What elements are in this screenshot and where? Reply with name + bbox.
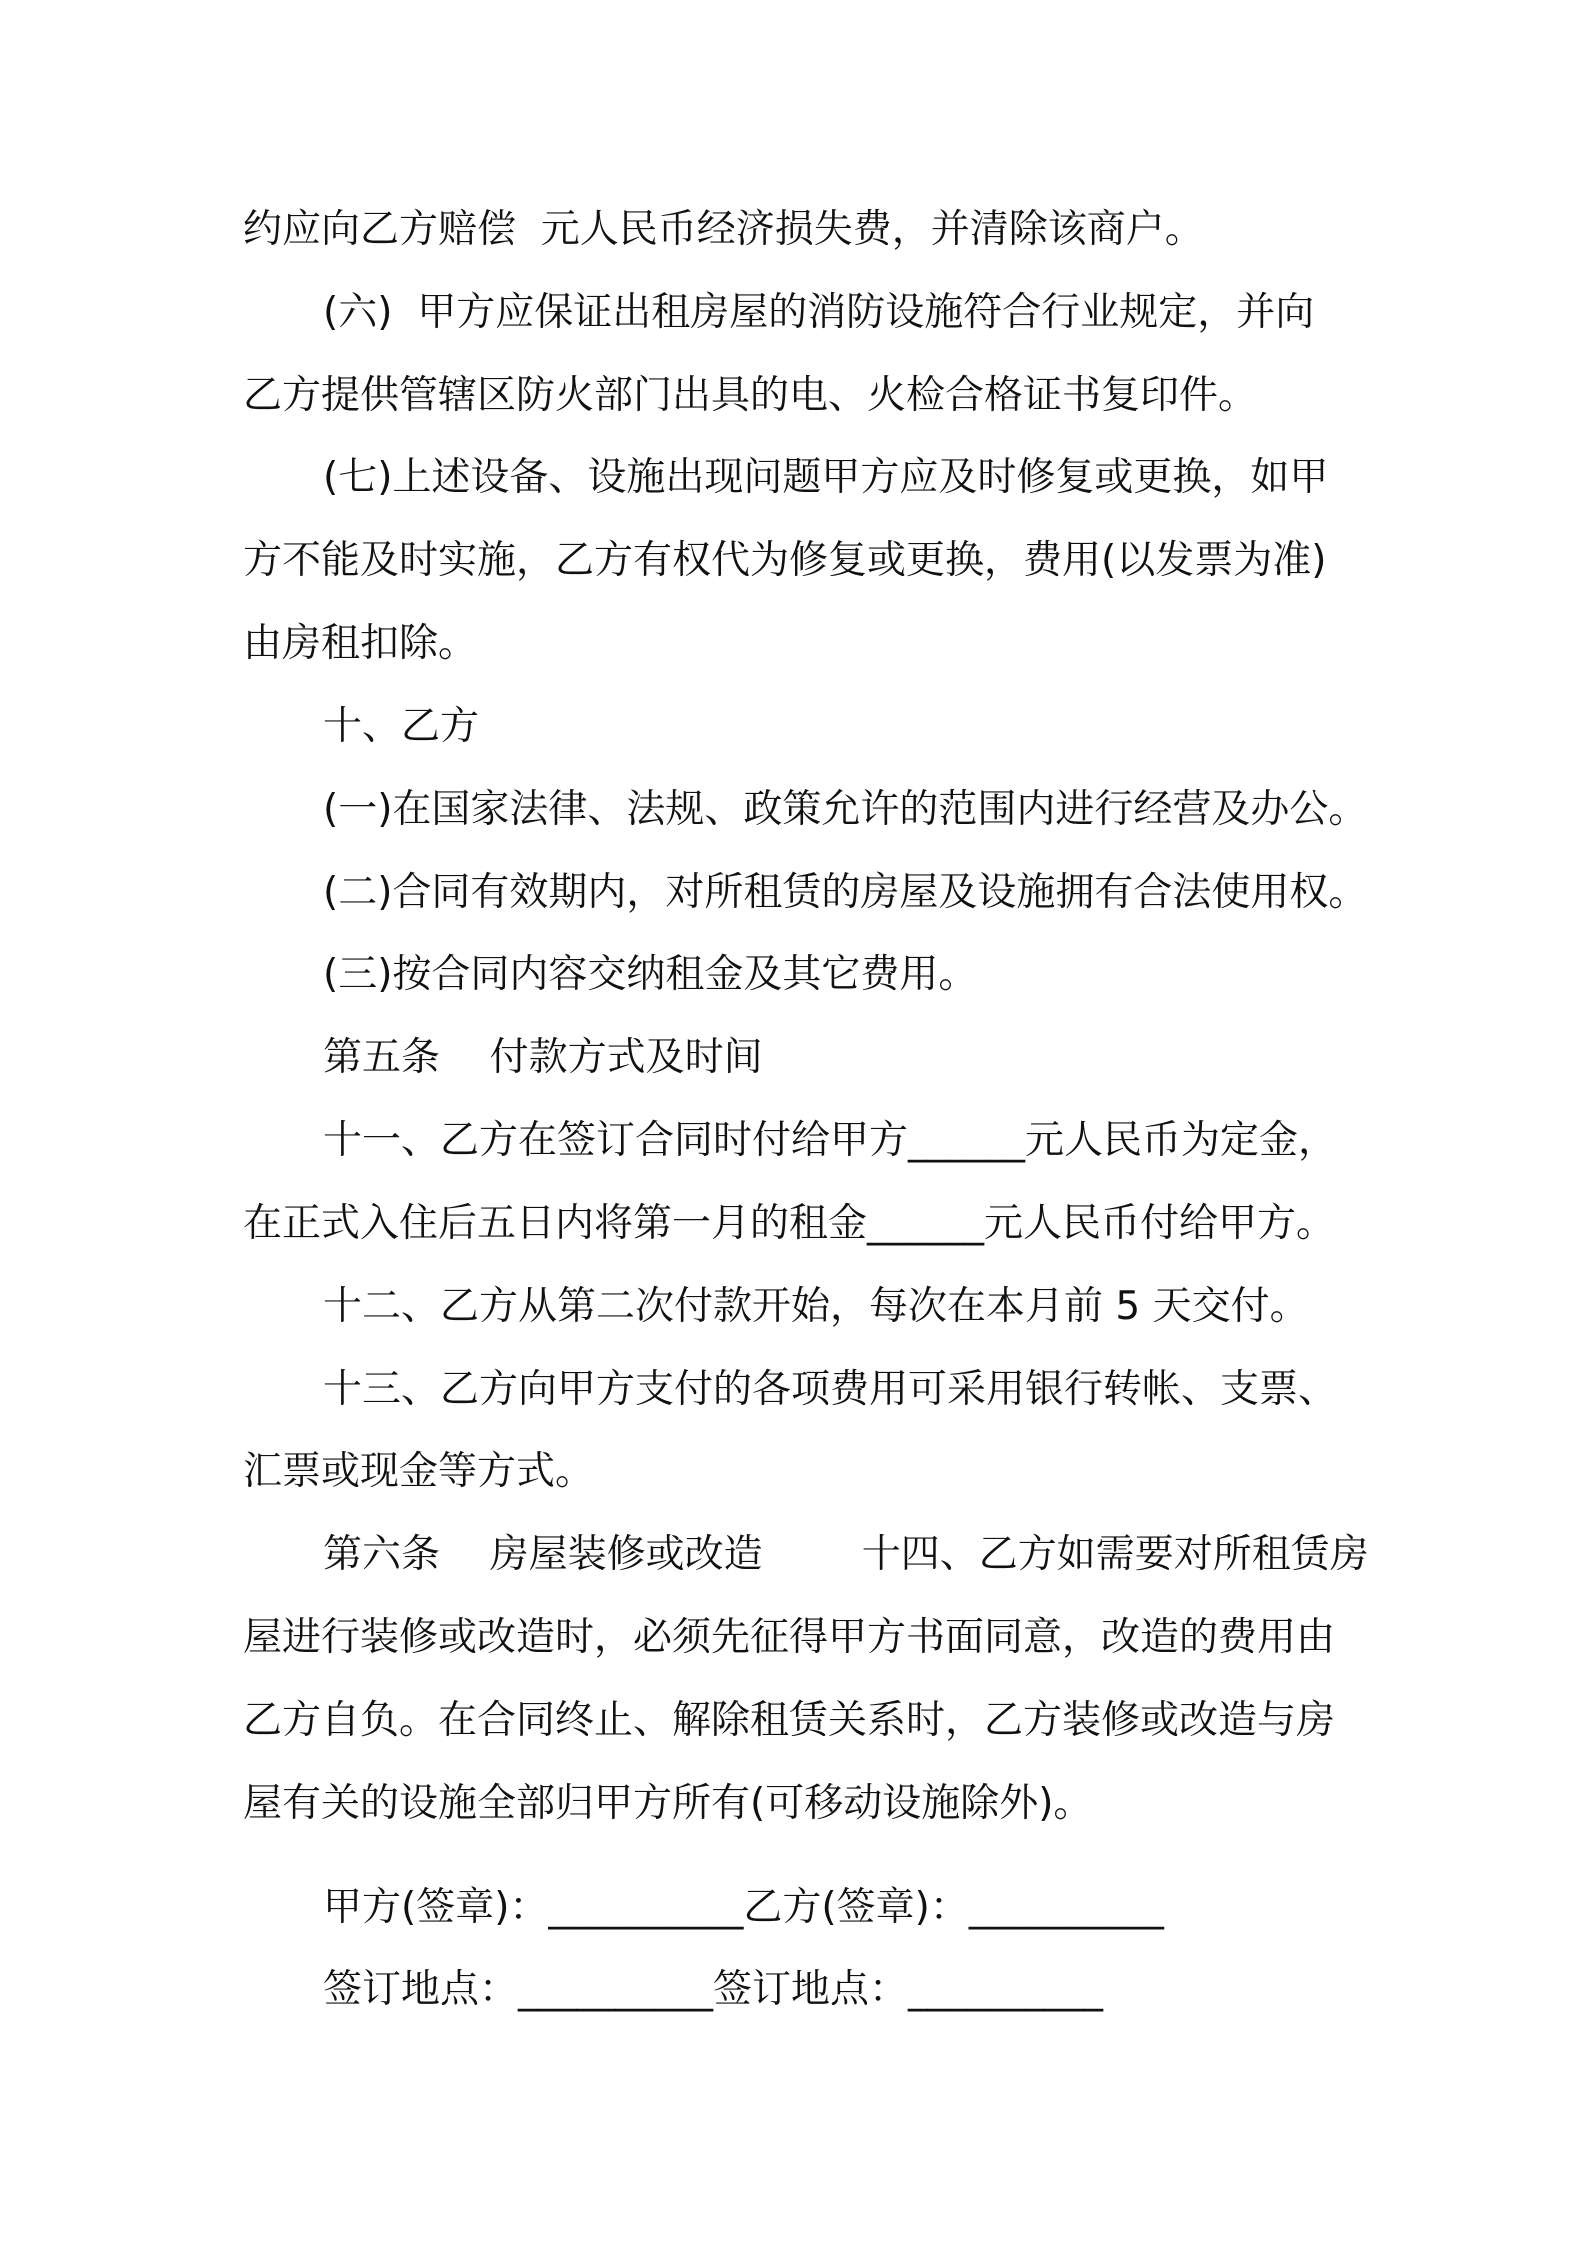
paragraph-line: 汇票或现金等方式。 bbox=[243, 1449, 595, 1494]
paragraph-line: 乙方自负。在合同终止、解除租赁关系时，乙方装修或改造与房 bbox=[243, 1698, 1336, 1743]
signature-line: 甲方(签章)：__________乙方(签章)：__________ bbox=[323, 1885, 1164, 1930]
paragraph-line: (六) 甲方应保证出租房屋的消防设施符合行业规定，并向 bbox=[323, 290, 1315, 335]
section-heading: 十、乙方 bbox=[323, 704, 480, 749]
paragraph-line: 十一、乙方在签订合同时付给甲方______元人民币为定金， bbox=[323, 1118, 1338, 1163]
paragraph-line: 屋进行装修或改造时，必须先征得甲方书面同意，改造的费用由 bbox=[243, 1615, 1336, 1660]
paragraph-line: 乙方提供管辖区防火部门出具的电、火检合格证书复印件。 bbox=[243, 373, 1258, 418]
paragraph-line: 第六条 房屋装修或改造 十四、乙方如需要对所租赁房 bbox=[323, 1532, 1369, 1577]
paragraph-line: 由房租扣除。 bbox=[243, 621, 478, 666]
paragraph-line: (二)合同有效期内，对所租赁的房屋及设施拥有合法使用权。 bbox=[323, 870, 1368, 915]
article-heading: 第五条 付款方式及时间 bbox=[323, 1035, 763, 1080]
paragraph-line: 方不能及时实施，乙方有权代为修复或更换，费用(以发票为准) bbox=[243, 538, 1327, 583]
paragraph-line: 十三、乙方向甲方支付的各项费用可采用银行转帐、支票、 bbox=[323, 1367, 1338, 1412]
paragraph-line: 十二、乙方从第二次付款开始，每次在本月前 5 天交付。 bbox=[323, 1284, 1309, 1329]
paragraph-line: 约应向乙方赔偿 元人民币经济损失费，并清除该商户。 bbox=[243, 207, 1204, 252]
paragraph-line: 屋有关的设施全部归甲方所有(可移动设施除外)。 bbox=[243, 1781, 1093, 1826]
paragraph-line: 在正式入住后五日内将第一月的租金______元人民币付给甲方。 bbox=[243, 1201, 1336, 1246]
paragraph-line: (七)上述设备、设施出现问题甲方应及时修复或更换，如甲 bbox=[323, 455, 1329, 500]
paragraph-line: (一)在国家法律、法规、政策允许的范围内进行经营及办公。 bbox=[323, 787, 1368, 832]
paragraph-line: (三)按合同内容交纳租金及其它费用。 bbox=[323, 952, 978, 997]
signing-place-line: 签订地点：__________签订地点：__________ bbox=[323, 1967, 1104, 2012]
